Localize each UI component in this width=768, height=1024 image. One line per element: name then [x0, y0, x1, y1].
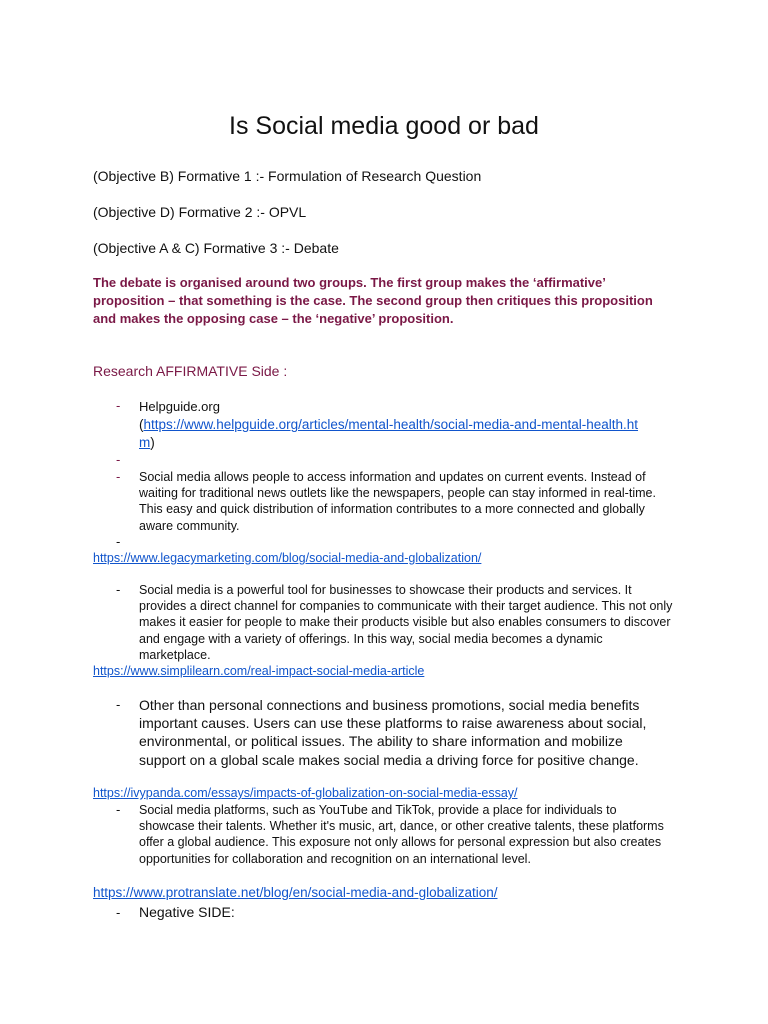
objective-b-line: (Objective B) Formative 1 :- Formulation of Research Question [93, 168, 482, 184]
negative-side-heading: Negative SIDE: [139, 904, 235, 920]
list-bullet: - [116, 398, 121, 413]
helpguide-item [139, 398, 679, 453]
ivypanda-link[interactable]: https://ivypanda.com/essays/impacts-of-globalization-on-social-media-essay/ [93, 786, 518, 800]
objective-d-line: (Objective D) Formative 2 :- OPVL [93, 204, 307, 220]
list-bullet: - [116, 469, 121, 484]
point-current-events: Social media allows people to access information and updates on current events. Instead of waiting for traditional news outlets like the newspapers, people can stay informed in real-time. This easy and quick distribution of information contributes to a more connected and globally aware community. [139, 470, 656, 533]
research-affirmative-heading: Research AFFIRMATIVE Side : [93, 363, 288, 379]
helpguide-link-continued[interactable]: m [139, 435, 151, 451]
helpguide-link[interactable]: https://www.helpguide.org/articles/mental-health/social-media-and-mental-health.ht [143, 417, 639, 433]
helpguide-link-line-2 [139, 434, 679, 452]
objective-ac-line: (Objective A & C) Formative 3 :- Debate [93, 240, 339, 256]
open-paren: ( [139, 417, 144, 433]
simplilearn-link[interactable]: https://www.simplilearn.com/real-impact-social-media-article [93, 664, 425, 678]
point-showcase-talents: Social media platforms, such as YouTube and TikTok, provide a place for individuals to showcase their talents. Whether it's music, art, dance, or other creative talents, these platforms offer a global audience. This exposure not only allows for personal expression but also creates opportunities for collaboration and recognition on an international level. [139, 803, 664, 866]
helpguide-link-line [139, 416, 679, 434]
protranslate-link[interactable]: https://www.protranslate.net/blog/en/social-media-and-globalization/ [93, 885, 498, 900]
document-title: Is Social media good or bad [229, 112, 539, 140]
point-business-tool: Social media is a powerful tool for businesses to showcase their products and services. It provides a direct channel for companies to communicate with their target audience. This not only makes it easier for people to make their products visible but also enables consumers to discover and engage with a variety of offerings. In this way, social media becomes a dynamic marketplace. [139, 583, 673, 662]
list-bullet-empty: - [116, 452, 121, 467]
helpguide-name: Helpguide.org [139, 399, 220, 414]
legacymarketing-link[interactable]: https://www.legacymarketing.com/blog/social-media-and-globalization/ [93, 551, 482, 565]
list-bullet: - [116, 802, 121, 817]
list-bullet: - [116, 905, 121, 920]
list-bullet: - [116, 697, 121, 712]
point-important-causes: Other than personal connections and business promotions, social media benefits important causes. Users can use these platforms to raise awareness about social, environmental, or political issues. The ability to share information and mobilize support on a global scale makes social media a driving force for positive change. [139, 697, 647, 768]
list-bullet: - [116, 582, 121, 597]
debate-intro-paragraph: The debate is organised around two groups. The first group makes the ‘affirmative’ proposition – that something is the case. The second group then critiques this proposition and makes the opposing case – the ‘negative’ proposition. [93, 275, 653, 326]
list-bullet-empty: - [116, 534, 121, 549]
close-paren: ) [150, 435, 155, 451]
